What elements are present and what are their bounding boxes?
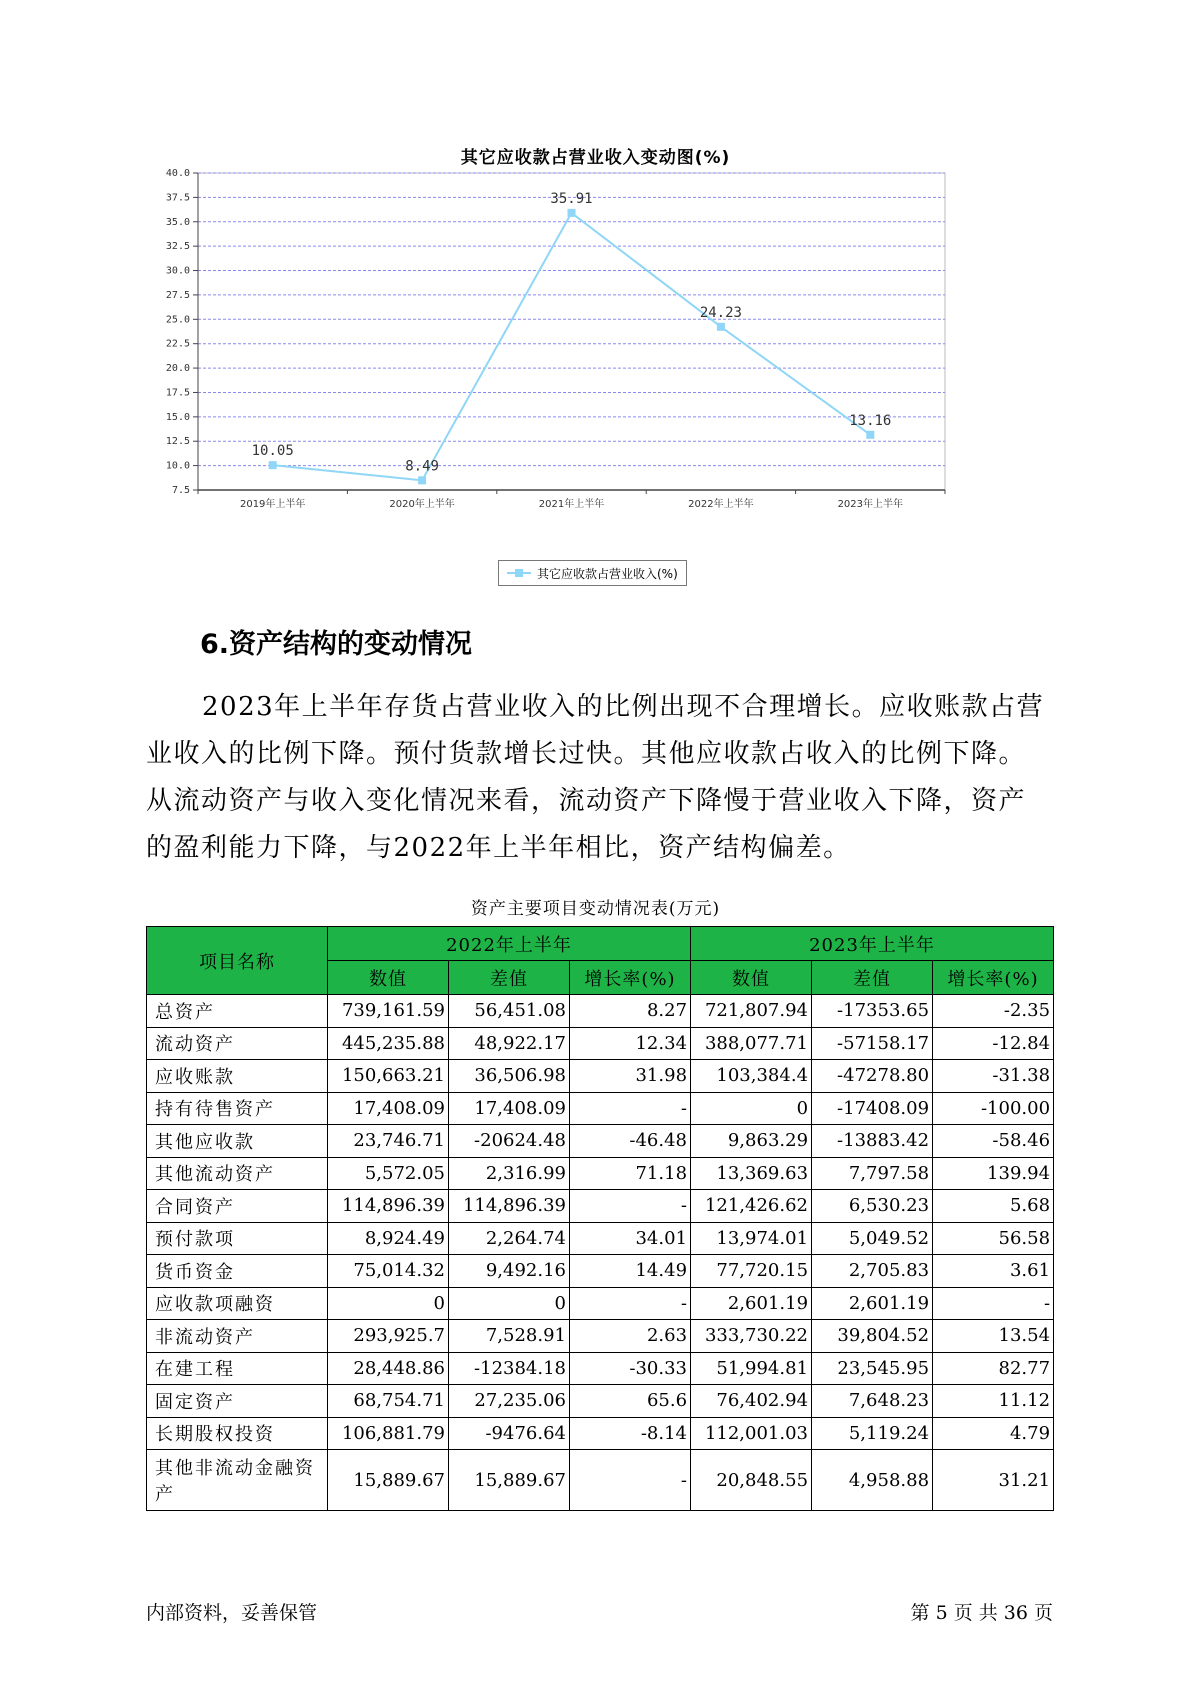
data-point [418,476,426,484]
subheader-growth-rate: 增长率(%) [933,961,1054,995]
y-tick-label: 10.0 [165,460,190,472]
table-cell: 5.68 [933,1190,1054,1223]
table-cell: -13883.42 [812,1125,933,1158]
table-cell: 103,384.4 [691,1060,812,1093]
footer-confidential-note: 内部资料，妥善保管 [146,1602,318,1624]
subheader-value: 数值 [691,961,812,995]
table-cell: 114,896.39 [449,1190,570,1223]
table-cell: 2,705.83 [812,1255,933,1288]
table-row [147,1027,1054,1060]
chart-legend [498,560,687,586]
row-item-name: 长期股权投资 [147,1417,328,1450]
row-item-name: 总资产 [147,995,328,1028]
y-tick-label: 37.5 [165,192,190,204]
header-item-name: 项目名称 [147,927,328,995]
table-cell: 388,077.71 [691,1027,812,1060]
table-cell: 23,746.71 [328,1125,449,1158]
y-tick-label: 35.0 [165,216,190,228]
table-cell: 17,408.09 [449,1092,570,1125]
table-cell: 56,451.08 [449,995,570,1028]
row-item-name: 其他流动资产 [147,1157,328,1190]
table-cell: -17353.65 [812,995,933,1028]
row-item-name: 应收账款 [147,1060,328,1093]
table-cell: -12.84 [933,1027,1054,1060]
y-tick-label: 40.0 [165,168,190,179]
table-cell: 9,863.29 [691,1125,812,1158]
table-cell: 150,663.21 [328,1060,449,1093]
table-cell: 333,730.22 [691,1320,812,1353]
data-point [269,461,277,469]
table-cell: 5,572.05 [328,1157,449,1190]
table-cell: -17408.09 [812,1092,933,1125]
table-caption: 资产主要项目变动情况表(万元) [470,899,721,919]
table-cell: 112,001.03 [691,1417,812,1450]
header-period-2022: 2022年上半年 [328,927,691,961]
table-row [147,1352,1054,1385]
table-header-row [147,927,1054,961]
table-cell: - [570,1190,691,1223]
table-cell: 8,924.49 [328,1222,449,1255]
y-tick-label: 20.0 [165,363,190,375]
table-cell: -57158.17 [812,1027,933,1060]
table-cell: 31.98 [570,1060,691,1093]
row-item-name: 其他应收款 [147,1125,328,1158]
row-item-name: 货币资金 [147,1255,328,1288]
table-cell: 2.63 [570,1320,691,1353]
row-item-name: 非流动资产 [147,1320,328,1353]
table-cell: 75,014.32 [328,1255,449,1288]
y-tick-label: 17.5 [165,387,190,399]
row-item-name: 其他非流动金融资产 [147,1450,328,1511]
table-cell: 11.12 [933,1385,1054,1418]
row-item-name: 在建工程 [147,1352,328,1385]
table-cell: 13.54 [933,1320,1054,1353]
row-item-name: 应收款项融资 [147,1287,328,1320]
table-cell: 7,648.23 [812,1385,933,1418]
table-cell: 8.27 [570,995,691,1028]
table-cell: 20,848.55 [691,1450,812,1511]
data-point [717,323,725,331]
table-cell: 31.21 [933,1450,1054,1511]
table-cell: 4,958.88 [812,1450,933,1511]
table-cell: 0 [691,1092,812,1125]
line-chart [160,170,1030,555]
table-cell: -9476.64 [449,1417,570,1450]
table-cell: 36,506.98 [449,1060,570,1093]
table-cell: 293,925.7 [328,1320,449,1353]
legend-label: 其它应收款占营业收入(%) [537,566,678,581]
table-row [147,1125,1054,1158]
table-cell: 77,720.15 [691,1255,812,1288]
table-cell: - [570,1450,691,1511]
table-cell: 4.79 [933,1417,1054,1450]
table-cell: -12384.18 [449,1352,570,1385]
x-tick-label: 2022年上半年 [688,499,754,510]
data-point [866,431,874,439]
table-cell: 106,881.79 [328,1417,449,1450]
table-cell: - [570,1092,691,1125]
table-cell: -20624.48 [449,1125,570,1158]
table-cell: -58.46 [933,1125,1054,1158]
table-cell: 82.77 [933,1352,1054,1385]
x-tick-label: 2019年上半年 [239,499,306,510]
table-cell: 2,601.19 [691,1287,812,1320]
table-cell: 121,426.62 [691,1190,812,1223]
table-cell: 7,797.58 [812,1157,933,1190]
table-cell: 2,601.19 [812,1287,933,1320]
table-row [147,1287,1054,1320]
table-cell: -46.48 [570,1125,691,1158]
table-cell: -30.33 [570,1352,691,1385]
table-row [147,1222,1054,1255]
table-cell: 51,994.81 [691,1352,812,1385]
row-item-name: 预付款项 [147,1222,328,1255]
table-cell: 13,974.01 [691,1222,812,1255]
row-item-name: 持有待售资产 [147,1092,328,1125]
table-cell: 17,408.09 [328,1092,449,1125]
x-tick-label: 2020年上半年 [389,499,455,510]
table-cell: 0 [449,1287,570,1320]
table-cell: -8.14 [570,1417,691,1450]
table-cell: -31.38 [933,1060,1054,1093]
y-tick-label: 22.5 [165,338,190,350]
row-item-name: 固定资产 [147,1385,328,1418]
table-cell: 139.94 [933,1157,1054,1190]
y-tick-label: 12.5 [165,436,190,448]
table-cell: 114,896.39 [328,1190,449,1223]
table-row [147,1450,1054,1511]
table-cell: 2,264.74 [449,1222,570,1255]
section-heading: 6.资产结构的变动情况 [200,629,473,660]
table-row [147,1320,1054,1353]
table-cell: 15,889.67 [449,1450,570,1511]
data-label: 13.16 [849,412,892,429]
subheader-growth-rate: 增长率(%) [570,961,691,995]
y-tick-label: 7.5 [171,485,190,496]
row-item-name: 合同资产 [147,1190,328,1223]
table-cell: 3.61 [933,1255,1054,1288]
table-row [147,995,1054,1028]
table-cell: 5,049.52 [812,1222,933,1255]
subheader-value: 数值 [328,961,449,995]
table-body [147,995,1054,1511]
y-tick-label: 27.5 [165,289,190,301]
table-cell: - [570,1287,691,1320]
header-period-2023: 2023年上半年 [691,927,1054,961]
table-cell: 27,235.06 [449,1385,570,1418]
table-cell: -100.00 [933,1092,1054,1125]
table-cell: 739,161.59 [328,995,449,1028]
table-row [147,1060,1054,1093]
table-cell: 14.49 [570,1255,691,1288]
table-cell: -2.35 [933,995,1054,1028]
table-row [147,1157,1054,1190]
y-tick-label: 32.5 [165,241,190,253]
table-cell: 0 [328,1287,449,1320]
table-cell: 39,804.52 [812,1320,933,1353]
subheader-difference: 差值 [449,961,570,995]
table-cell: 34.01 [570,1222,691,1255]
table-row [147,1255,1054,1288]
table-cell: 445,235.88 [328,1027,449,1060]
row-item-name: 流动资产 [147,1027,328,1060]
table-cell: 12.34 [570,1027,691,1060]
table-cell: 71.18 [570,1157,691,1190]
table-row [147,1190,1054,1223]
table-cell: 9,492.16 [449,1255,570,1288]
legend-line-marker-icon [507,569,531,577]
table-cell: 56.58 [933,1222,1054,1255]
table-cell: 5,119.24 [812,1417,933,1450]
table-cell: 28,448.86 [328,1352,449,1385]
x-tick-label: 2023年上半年 [837,499,904,510]
plot-area-frame [198,173,945,490]
table-cell: 13,369.63 [691,1157,812,1190]
body-paragraph: 2023年上半年存货占营业收入的比例出现不合理增长。应收账款占营业收入的比例下降。预付货款增长过快。其他应收款占收入的比例下降。从流动资产与收入变化情况来看，流动资产下降慢于营业收入下降，资产的盈利能力下降，与2022年上半年相比，资产结构偏差。 [146,692,1045,863]
y-tick-label: 15.0 [165,411,190,423]
y-tick-label: 25.0 [165,314,190,326]
table-cell: 23,545.95 [812,1352,933,1385]
data-point [568,209,576,217]
table-cell: 721,807.94 [691,995,812,1028]
table-cell: 48,922.17 [449,1027,570,1060]
table-cell: 7,528.91 [449,1320,570,1353]
y-tick-label: 30.0 [165,265,190,277]
table-cell: 15,889.67 [328,1450,449,1511]
subheader-difference: 差值 [812,961,933,995]
table-cell: 68,754.71 [328,1385,449,1418]
table-row [147,1417,1054,1450]
data-label: 24.23 [699,304,742,321]
table-cell: -47278.80 [812,1060,933,1093]
table-row [147,1092,1054,1125]
table-cell: - [933,1287,1054,1320]
data-label: 10.05 [251,443,294,460]
table-cell: 6,530.23 [812,1190,933,1223]
table-row [147,1385,1054,1418]
series-line [273,213,871,480]
footer-page-number: 第 5 页 共 36 页 [910,1602,1053,1624]
table-cell: 65.6 [570,1385,691,1418]
data-label: 8.49 [405,458,439,475]
table-cell: 2,316.99 [449,1157,570,1190]
table-cell: 76,402.94 [691,1385,812,1418]
data-label: 35.91 [550,190,593,207]
chart-title: 其它应收款占营业收入变动图(%) [460,148,731,168]
asset-table [146,926,1054,1511]
x-tick-label: 2021年上半年 [538,499,605,510]
